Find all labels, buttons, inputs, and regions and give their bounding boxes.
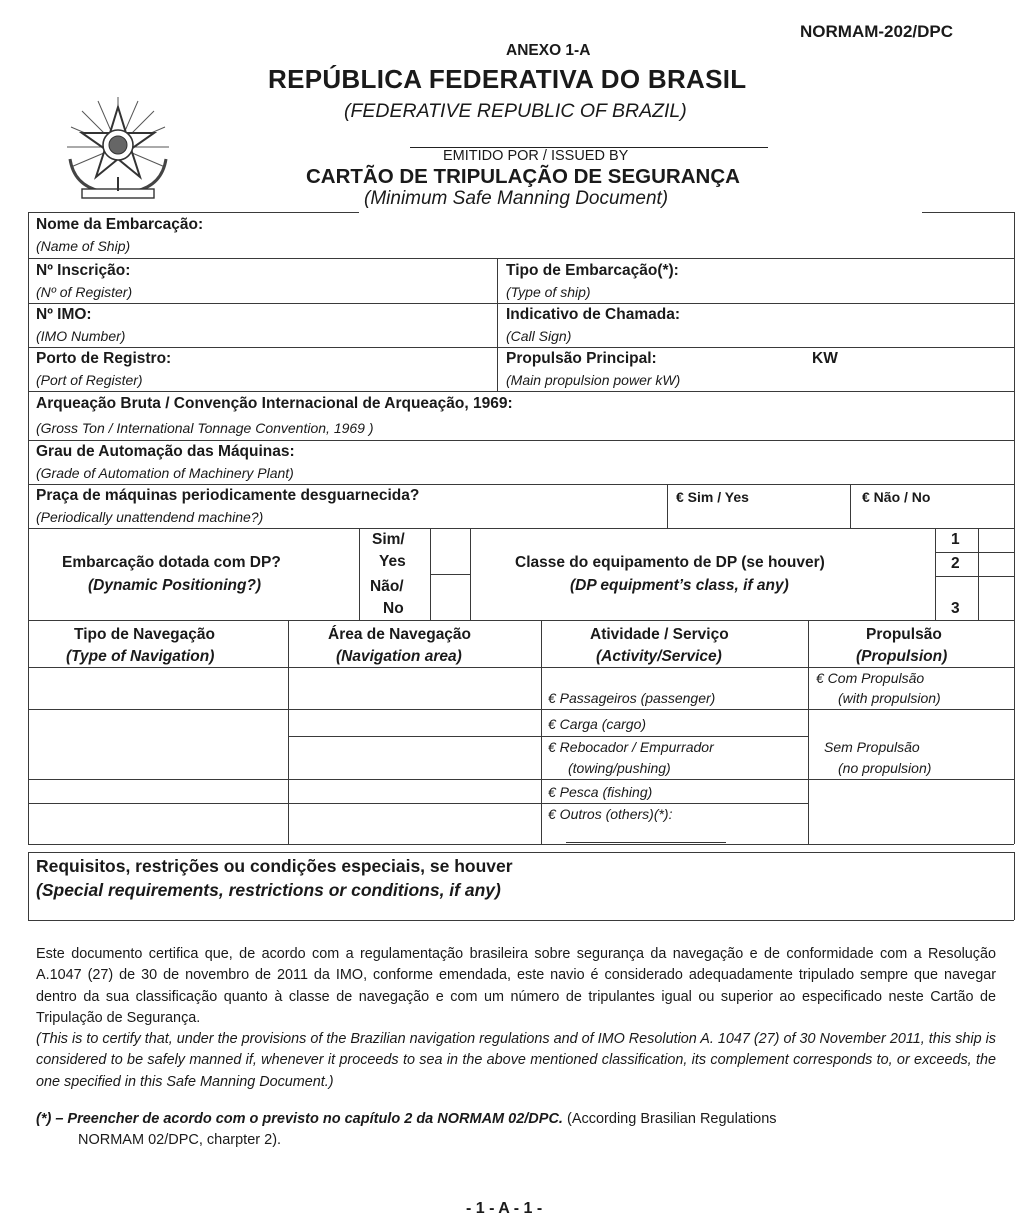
activity-others-option[interactable]: € Outros (others)(*): bbox=[548, 806, 673, 822]
activity-header: Atividade / Serviço bbox=[590, 626, 729, 643]
imo-number-label: Nº IMO: bbox=[36, 306, 92, 323]
activity-passenger-option[interactable]: € Passageiros (passenger) bbox=[548, 690, 716, 706]
activity-towing-option[interactable]: € Rebocador / Empurrador bbox=[548, 739, 714, 755]
certification-text-en: (This is to certify that, under the provisions of the Brazilian navigation regulations and of IMO Resolution A. 1047 (27) of 30 November 2011, this ship is considered to be safely manned if, whenever it proceeds to sea in the above mentioned classification, its complement corresponds to, or exceeds, the one specified in this Safe Manning Document.) bbox=[36, 1031, 996, 1090]
document-subtitle: (Minimum Safe Manning Document) bbox=[364, 188, 669, 209]
automation-grade-label: Grau de Automação das Máquinas: bbox=[36, 443, 295, 460]
regulation-note-line2: NORMAM 02/DPC, charpter 2). bbox=[78, 1132, 282, 1148]
with-propulsion-option[interactable]: € Com Propulsão bbox=[816, 670, 925, 686]
dp-class-1-checkbox[interactable] bbox=[979, 529, 1013, 551]
call-sign-label-en: (Call Sign) bbox=[506, 328, 572, 344]
issued-by-label: EMITIDO POR / ISSUED BY bbox=[443, 148, 629, 164]
regulation-note-bold: (*) – Preencher de acordo com o previsto no capítulo 2 da NORMAM 02/DPC. bbox=[36, 1111, 563, 1127]
propulsion-header-en: (Propulsion) bbox=[856, 648, 948, 665]
nav-area-header-en: (Navigation area) bbox=[336, 648, 462, 665]
with-propulsion-label-en: (with propulsion) bbox=[838, 690, 941, 706]
gross-tonnage-label: Arqueação Bruta / Convenção Internacional de Arqueação, 1969: bbox=[36, 395, 513, 412]
dp-question: Embarcação dotada com DP? bbox=[62, 554, 281, 571]
register-number-label-en: (Nº of Register) bbox=[36, 284, 133, 300]
annex-label: ANEXO 1-A bbox=[506, 42, 591, 59]
unattended-no-option[interactable]: € Não / No bbox=[862, 489, 931, 505]
nav-type-header-en: (Type of Navigation) bbox=[66, 648, 215, 665]
propulsion-header: Propulsão bbox=[866, 626, 942, 643]
activity-cargo-option[interactable]: € Carga (cargo) bbox=[548, 716, 647, 732]
dp-class-question-en: (DP equipment’s class, if any) bbox=[570, 577, 789, 594]
propulsion-unit: KW bbox=[812, 350, 838, 367]
document-code: NORMAM-202/DPC bbox=[800, 22, 954, 41]
country-subtitle: (FEDERATIVE REPUBLIC OF BRAZIL) bbox=[344, 100, 687, 122]
country-title: REPÚBLICA FEDERATIVA DO BRASIL bbox=[268, 64, 747, 94]
unattended-machinery-label-en: (Periodically unattendend machine?) bbox=[36, 509, 264, 525]
dp-no-checkbox[interactable] bbox=[431, 575, 469, 619]
register-number-label: Nº Inscrição: bbox=[36, 262, 131, 279]
dp-class-1: 1 bbox=[951, 531, 960, 548]
special-requirements-label: Requisitos, restrições ou condições especiais, se houver bbox=[36, 856, 513, 876]
nav-type-header: Tipo de Navegação bbox=[74, 626, 215, 643]
main-propulsion-label-en: (Main propulsion power kW) bbox=[506, 372, 681, 388]
dp-no-label-1: Não/ bbox=[370, 578, 404, 595]
page-number: - 1 - A - 1 - bbox=[466, 1200, 543, 1217]
certification-text-pt: Este documento certifica que, de acordo com a regulamentação brasileira sobre segurança da navegação e de conformidade com a Resolução A.1047 (27) de 30 de novembro de 2011 da IMO, conforme emendada, este navio é considerado adequadamente tripulado sempre que navegar dentro da sua classificação quanto à classe de navegação e com um número de tripulantes igual ou superior ao especificado neste Cartão de Tripulação de Segurança. bbox=[36, 946, 996, 1026]
ship-type-label-en: (Type of ship) bbox=[506, 284, 591, 300]
without-propulsion-option[interactable]: Sem Propulsão bbox=[824, 739, 920, 755]
dp-class-3-checkbox[interactable] bbox=[979, 577, 1013, 619]
activity-fishing-option[interactable]: € Pesca (fishing) bbox=[548, 784, 653, 800]
dp-class-3: 3 bbox=[951, 600, 960, 617]
document-title: CARTÃO DE TRIPULAÇÃO DE SEGURANÇA bbox=[306, 165, 740, 188]
gross-tonnage-label-en: (Gross Ton / International Tonnage Convention, 1969 ) bbox=[36, 420, 374, 436]
ship-name-label: Nome da Embarcação: bbox=[36, 216, 204, 233]
nav-area-header: Área de Navegação bbox=[328, 626, 472, 643]
special-requirements-label-en: (Special requirements, restrictions or conditions, if any) bbox=[36, 880, 501, 900]
activity-header-en: (Activity/Service) bbox=[596, 648, 722, 665]
dp-class-2: 2 bbox=[951, 555, 960, 572]
dp-yes-checkbox[interactable] bbox=[431, 529, 469, 573]
port-of-register-label: Porto de Registro: bbox=[36, 350, 172, 367]
automation-grade-label-en: (Grade of Automation of Machinery Plant) bbox=[36, 465, 294, 481]
dp-class-2-checkbox[interactable] bbox=[979, 553, 1013, 575]
dp-yes-label-2: Yes bbox=[379, 553, 406, 570]
dp-question-en: (Dynamic Positioning?) bbox=[88, 577, 262, 594]
ship-name-label-en: (Name of Ship) bbox=[36, 238, 131, 254]
port-of-register-label-en: (Port of Register) bbox=[36, 372, 143, 388]
dp-class-question: Classe do equipamento de DP (se houver) bbox=[515, 554, 825, 571]
coat-of-arms-emblem bbox=[60, 93, 176, 205]
call-sign-label: Indicativo de Chamada: bbox=[506, 306, 680, 323]
certification-text bbox=[36, 944, 996, 1093]
without-propulsion-label-en: (no propulsion) bbox=[838, 760, 932, 776]
dp-yes-label-1: Sim/ bbox=[372, 531, 405, 548]
activity-towing-label-en: (towing/pushing) bbox=[568, 760, 671, 776]
regulation-note-rest: (According Brasilian Regulations bbox=[566, 1111, 777, 1127]
regulation-note bbox=[36, 1111, 777, 1127]
activity-others-blank-line[interactable] bbox=[566, 841, 726, 843]
ship-type-label: Tipo de Embarcação(*): bbox=[506, 262, 679, 279]
unattended-yes-option[interactable]: € Sim / Yes bbox=[676, 489, 749, 505]
unattended-machinery-label: Praça de máquinas periodicamente desguarnecida? bbox=[36, 487, 420, 504]
main-propulsion-label: Propulsão Principal: bbox=[506, 350, 657, 367]
dp-no-label-2: No bbox=[383, 600, 404, 617]
imo-number-label-en: (IMO Number) bbox=[36, 328, 126, 344]
